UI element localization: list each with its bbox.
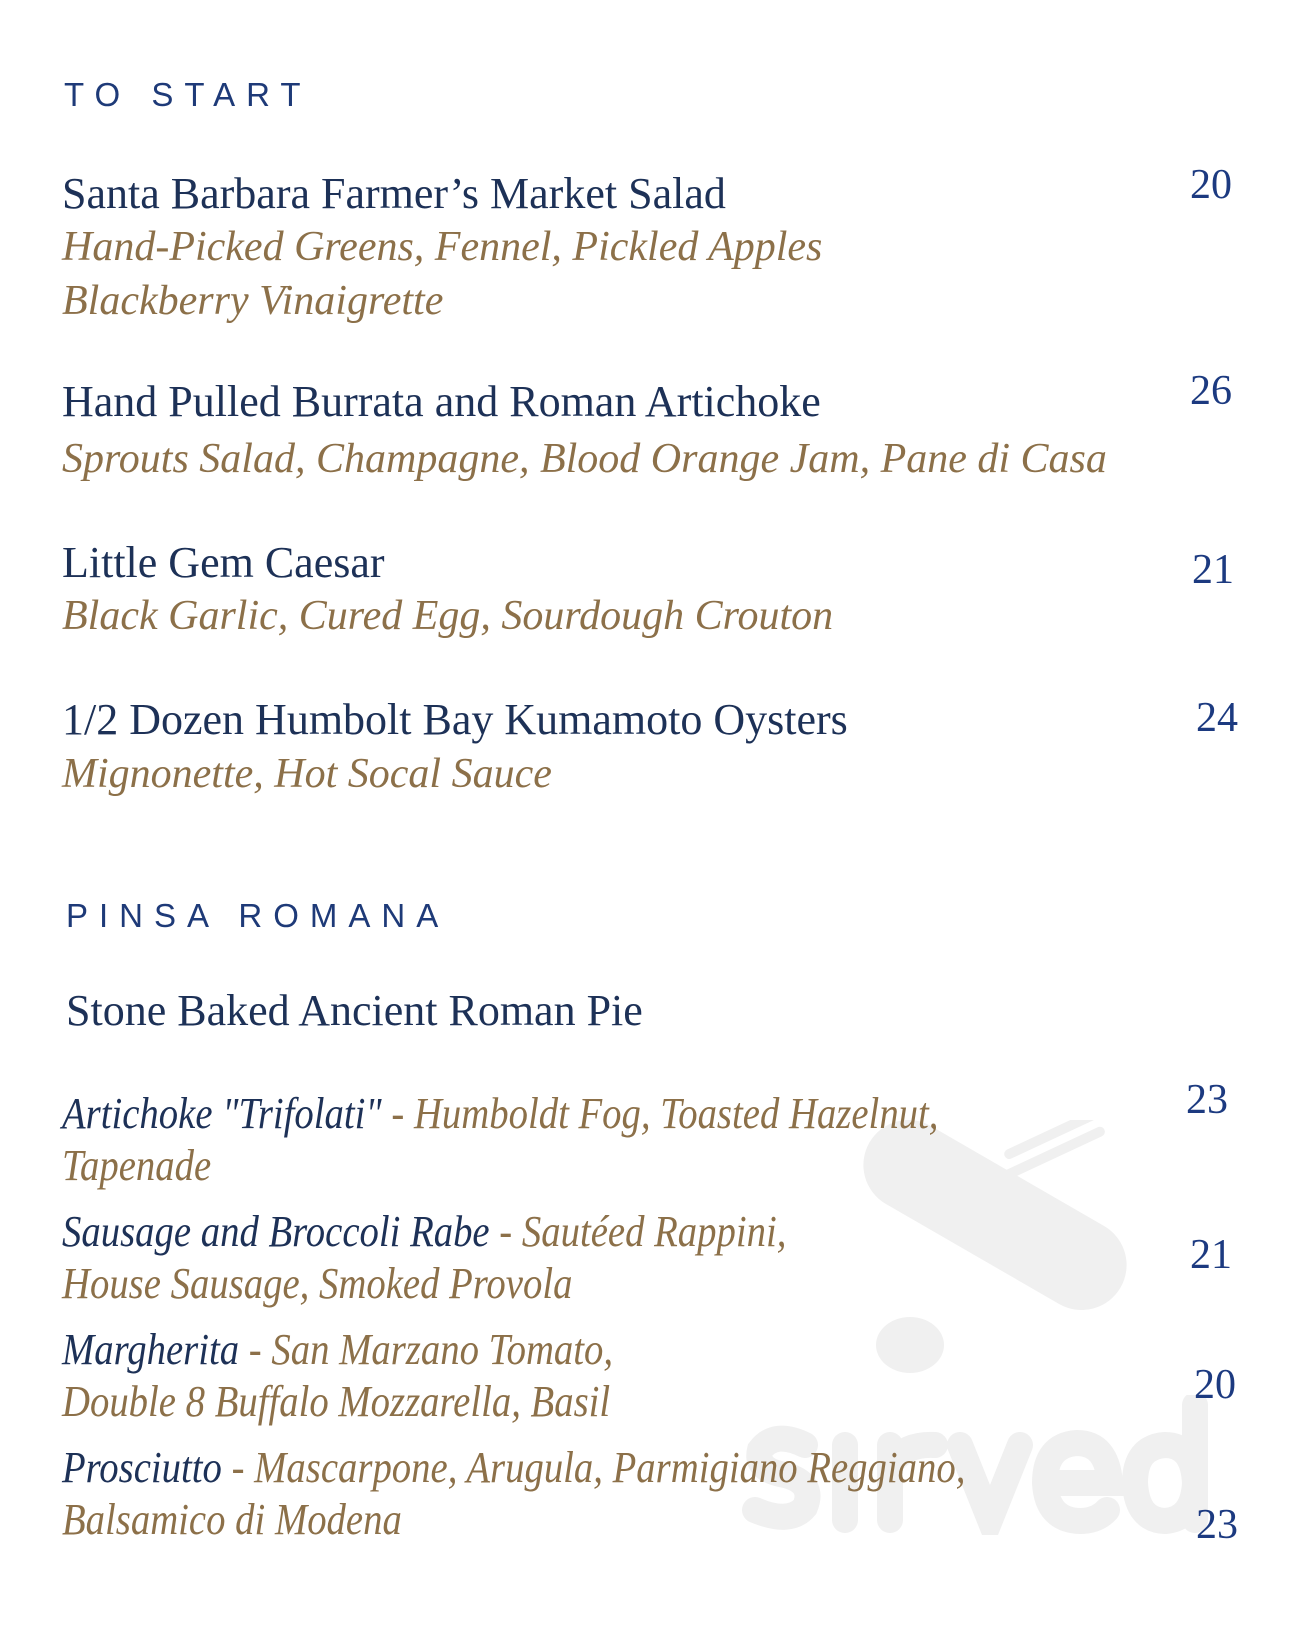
item-price: 24 [1196,695,1238,741]
pinsa-desc: Tapenade [62,1141,212,1190]
item-desc: Black Garlic, Cured Egg, Sourdough Crouton [62,593,834,639]
section-subtitle: Stone Baked Ancient Roman Pie [66,986,643,1035]
item-name: 1/2 Dozen Humbolt Bay Kumamoto Oysters [62,695,848,744]
item-price: 20 [1190,162,1232,208]
pinsa-name: Prosciutto [62,1443,222,1492]
item-price: 26 [1190,368,1232,414]
item-desc: Blackberry Vinaigrette [62,278,444,324]
pinsa-desc: - Sautéed Rappini, [489,1207,787,1256]
item-price: 21 [1190,1232,1232,1278]
pinsa-desc: - San Marzano Tomato, [239,1325,614,1374]
item-price: 21 [1192,547,1234,593]
pinsa-desc: Double 8 Buffalo Mozzarella, Basil [62,1377,611,1426]
pinsa-desc: House Sausage, Smoked Provola [62,1259,573,1308]
item-desc: Mignonette, Hot Socal Sauce [62,751,552,797]
pinsa-item [62,1206,786,1310]
pinsa-desc: - Mascarpone, Arugula, Parmigiano Reggiano, [221,1443,966,1492]
item-price: 23 [1186,1077,1228,1123]
pinsa-name: Sausage and Broccoli Rabe [62,1207,490,1256]
item-name: Santa Barbara Farmer’s Market Salad [62,169,726,218]
section-title-pinsa-romana: PINSA ROMANA [66,897,450,934]
pinsa-item [62,1442,965,1546]
pinsa-item [62,1324,613,1428]
pinsa-item [62,1088,938,1192]
item-desc: Sprouts Salad, Champagne, Blood Orange Jam, Pane di Casa [62,436,1107,482]
item-name: Hand Pulled Burrata and Roman Artichoke [62,377,821,426]
section-title-to-start: TO START [64,76,312,113]
pinsa-name: Artichoke "Trifolati" [62,1089,382,1138]
pinsa-desc: Balsamico di Modena [62,1495,402,1544]
item-desc: Hand-Picked Greens, Fennel, Pickled Apples [62,224,823,270]
pinsa-desc: - Humboldt Fog, Toasted Hazelnut, [381,1089,939,1138]
pinsa-name: Margherita [62,1325,240,1374]
item-price: 20 [1194,1362,1236,1408]
item-price: 23 [1196,1502,1238,1548]
item-name: Little Gem Caesar [62,538,385,587]
